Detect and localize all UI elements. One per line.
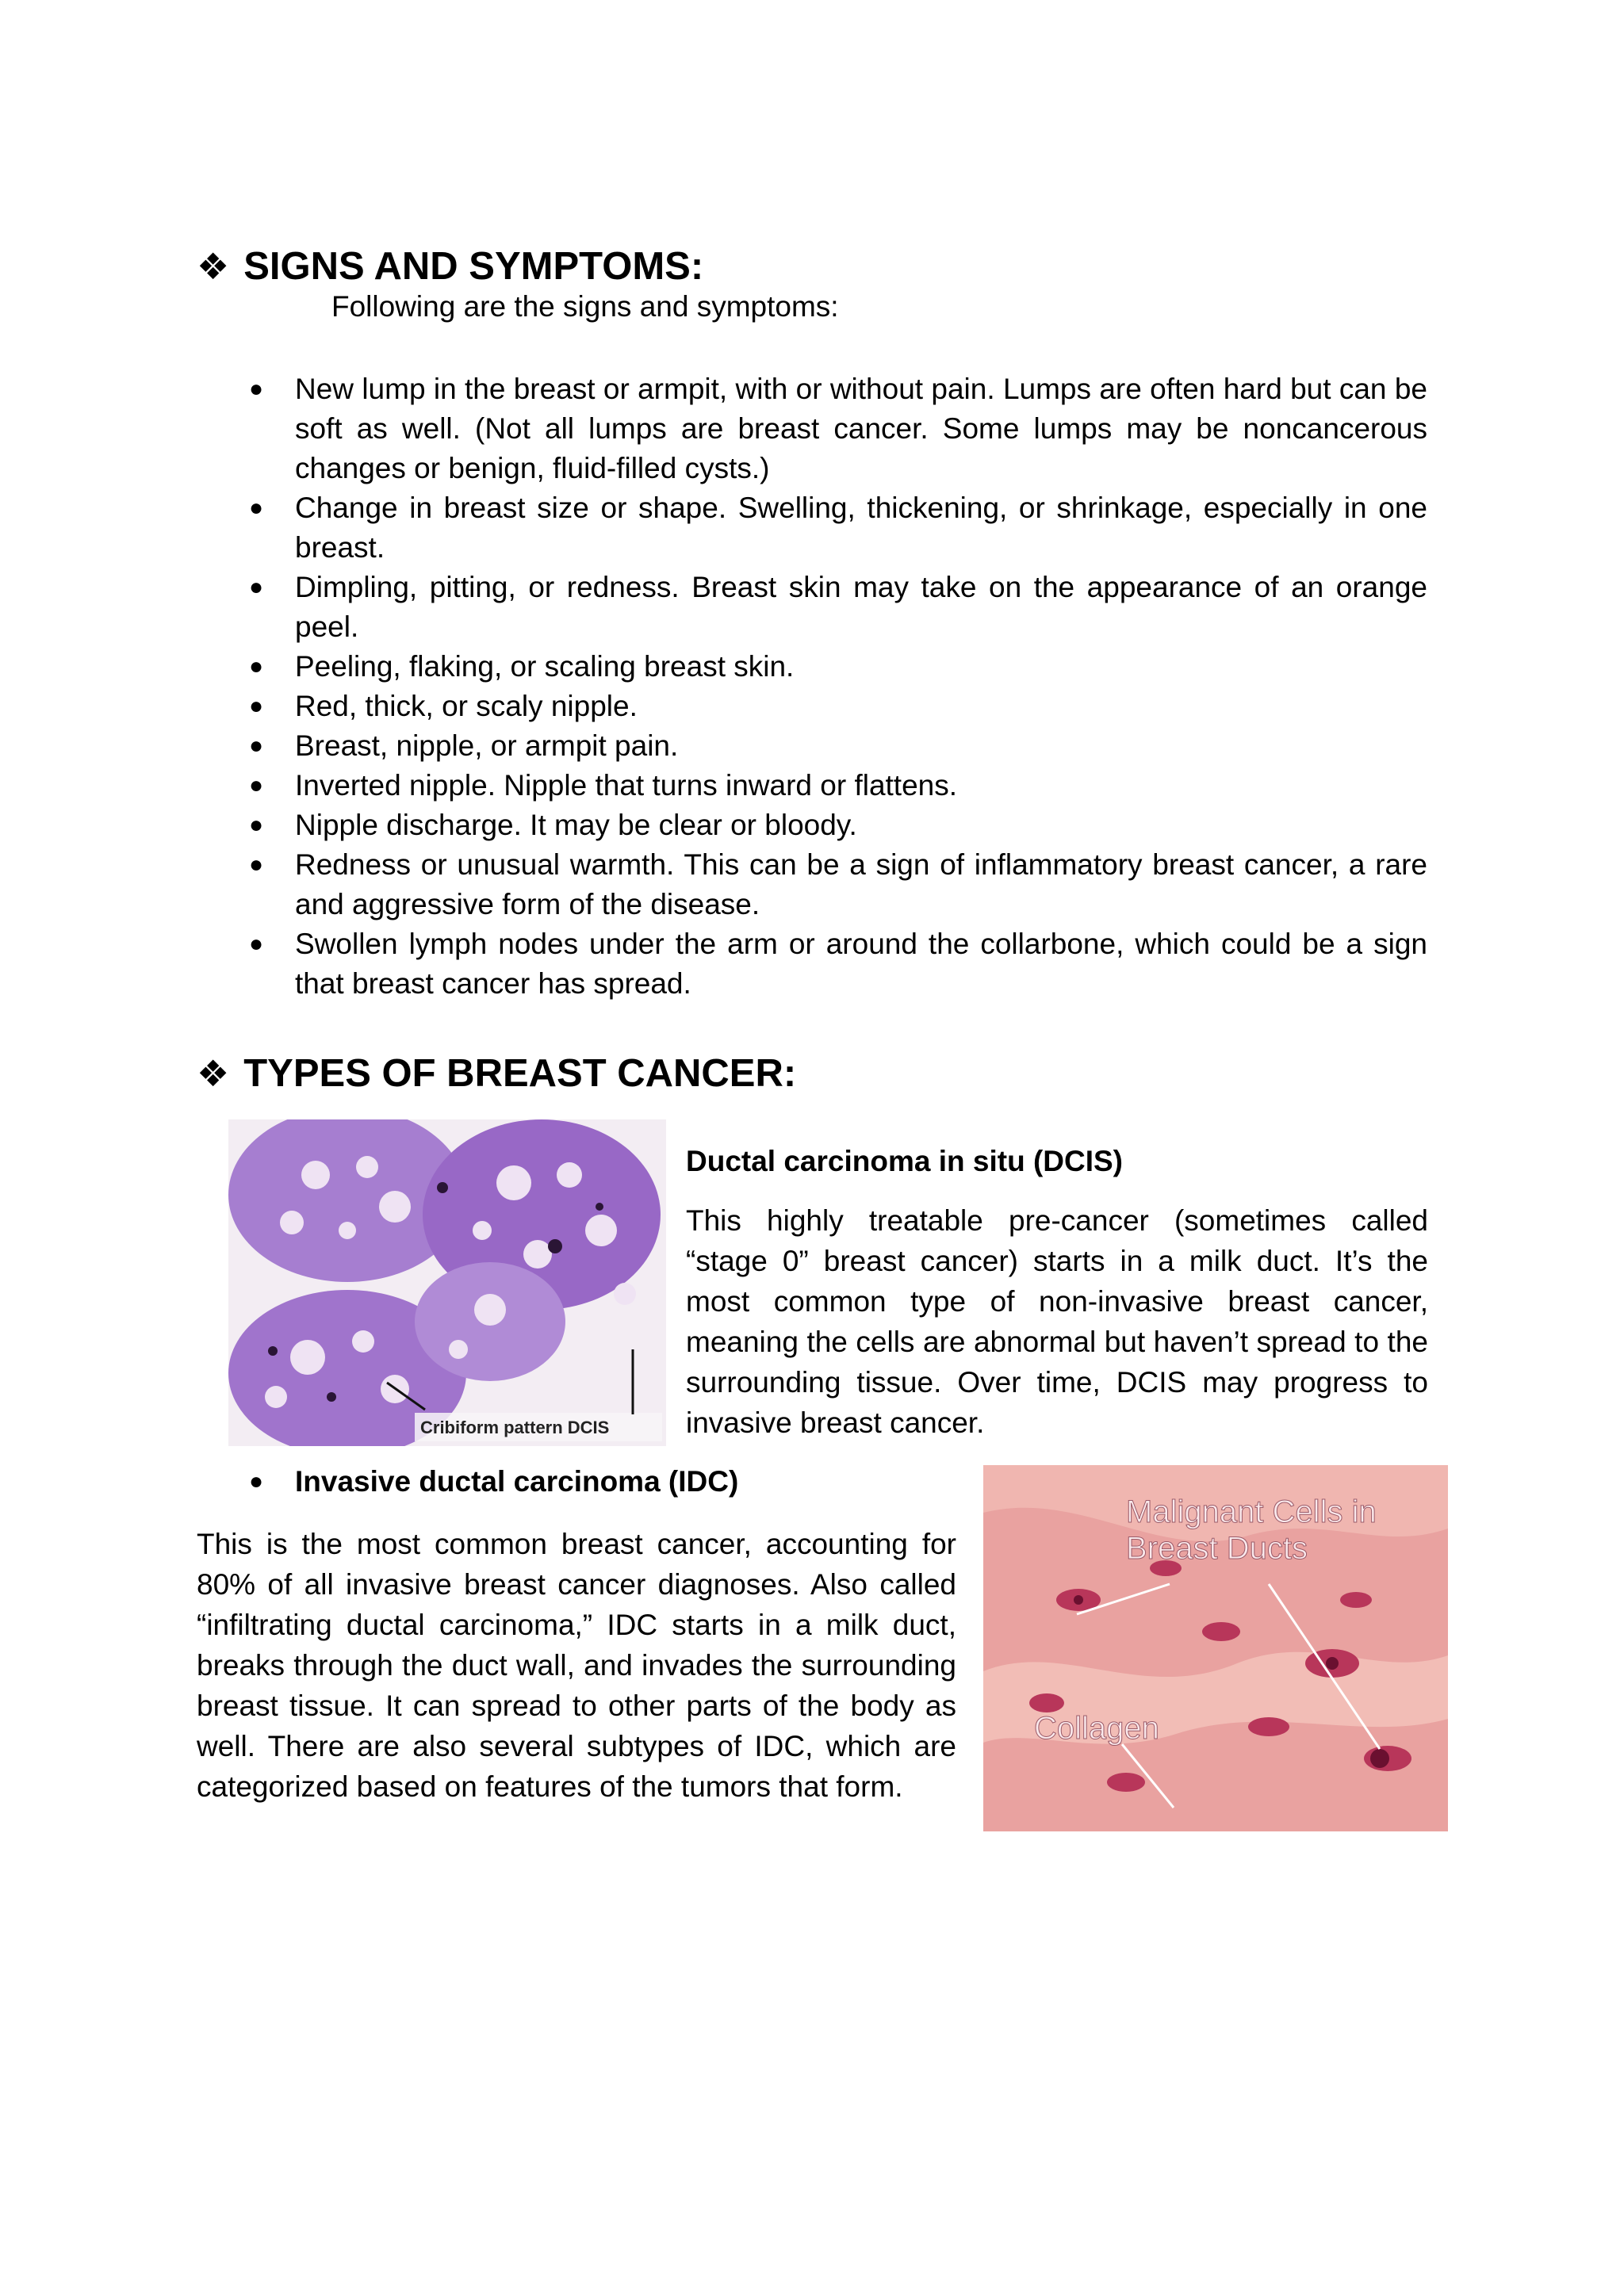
symptom-item bbox=[246, 568, 1427, 647]
dcis-histology-svg bbox=[228, 1119, 666, 1446]
symptom-list bbox=[246, 369, 1427, 1004]
bullet-icon: ● bbox=[249, 495, 264, 521]
symptom-item bbox=[246, 766, 1427, 806]
symptom-text: New lump in the breast or armpit, with or without pain. Lumps are often hard but can be soft as well. (Not all lumps are breast cancer. Some lumps may be noncancerous changes or benign, fluid-filled cysts.) bbox=[295, 373, 1427, 484]
symptom-text: Peeling, flaking, or scaling breast skin. bbox=[295, 650, 795, 683]
bullet-icon: ● bbox=[249, 772, 264, 798]
bullet-icon: ● bbox=[249, 931, 264, 957]
idc-title: Invasive ductal carcinoma (IDC) bbox=[295, 1465, 739, 1498]
dcis-title: Ductal carcinoma in situ (DCIS) bbox=[686, 1145, 1123, 1177]
bullet-icon: ● bbox=[249, 653, 264, 679]
symptom-item bbox=[246, 845, 1427, 924]
symptom-text: Inverted nipple. Nipple that turns inward or flattens. bbox=[295, 769, 958, 802]
symptom-item bbox=[246, 647, 1427, 687]
symptom-item bbox=[246, 924, 1427, 1004]
symptom-item bbox=[246, 488, 1427, 568]
bullet-icon: ● bbox=[249, 1468, 264, 1494]
symptom-text: Nipple discharge. It may be clear or bloody. bbox=[295, 809, 857, 841]
symptom-item bbox=[246, 806, 1427, 845]
types-heading bbox=[197, 1051, 796, 1096]
signs-heading-text: SIGNS AND SYMPTOMS: bbox=[243, 245, 704, 288]
diamond-bullet-icon: ❖ bbox=[197, 1052, 230, 1095]
dcis-image-caption: Cribiform pattern DCIS bbox=[420, 1418, 610, 1437]
idc-histology-svg bbox=[983, 1465, 1448, 1831]
bullet-icon: ● bbox=[249, 376, 264, 402]
idc-image-label-collagen: Collagen bbox=[1034, 1711, 1159, 1746]
symptom-item bbox=[246, 687, 1427, 726]
bullet-icon: ● bbox=[249, 733, 264, 759]
dcis-histology-image bbox=[228, 1119, 666, 1446]
bullet-icon: ● bbox=[249, 851, 264, 878]
symptom-item bbox=[246, 726, 1427, 766]
idc-histology-image bbox=[983, 1465, 1448, 1831]
bullet-icon: ● bbox=[249, 812, 264, 838]
symptom-item bbox=[246, 369, 1427, 488]
signs-heading bbox=[197, 244, 703, 289]
idc-image-label-ducts: Breast Ducts bbox=[1126, 1531, 1308, 1566]
symptom-text: Redness or unusual warmth. This can be a sign of inflammatory breast cancer, a rare and aggressive form of the disease. bbox=[295, 848, 1427, 920]
symptom-text: Dimpling, pitting, or redness. Breast skin may take on the appearance of an orange peel. bbox=[295, 571, 1427, 643]
signs-intro: Following are the signs and symptoms: bbox=[331, 290, 839, 323]
symptom-text: Breast, nipple, or armpit pain. bbox=[295, 729, 679, 762]
idc-image-label-malignant: Malignant Cells in bbox=[1126, 1494, 1377, 1529]
types-heading-text: TYPES OF BREAST CANCER: bbox=[243, 1052, 797, 1095]
symptom-text: Red, thick, or scaly nipple. bbox=[295, 690, 638, 722]
dcis-body: This highly treatable pre-cancer (sometimes called “stage 0” breast cancer) starts in a milk duct. It’s the most common type of non-invasive breast cancer, meaning the cells are abnormal but haven’t spread to the surrounding tissue. Over time, DCIS may progress to invasive breast cancer. bbox=[686, 1204, 1428, 1439]
bullet-icon: ● bbox=[249, 693, 264, 719]
symptom-text: Swollen lymph nodes under the arm or around the collarbone, which could be a sign that breast cancer has spread. bbox=[295, 928, 1427, 1000]
symptom-text: Change in breast size or shape. Swelling, thickening, or shrinkage, especially in one breast. bbox=[295, 492, 1427, 564]
bullet-icon: ● bbox=[249, 574, 264, 600]
diamond-bullet-icon: ❖ bbox=[197, 245, 230, 288]
idc-body: This is the most common breast cancer, accounting for 80% of all invasive breast cancer diagnoses. Also called “infiltrating ductal carcinoma,” IDC starts in a milk duct, breaks through the duct wall, and invades the surrounding breast tissue. It can spread to other parts of the body as well. There are also several subtypes of IDC, which are categorized based on features of the tumors that form. bbox=[197, 1528, 956, 1803]
